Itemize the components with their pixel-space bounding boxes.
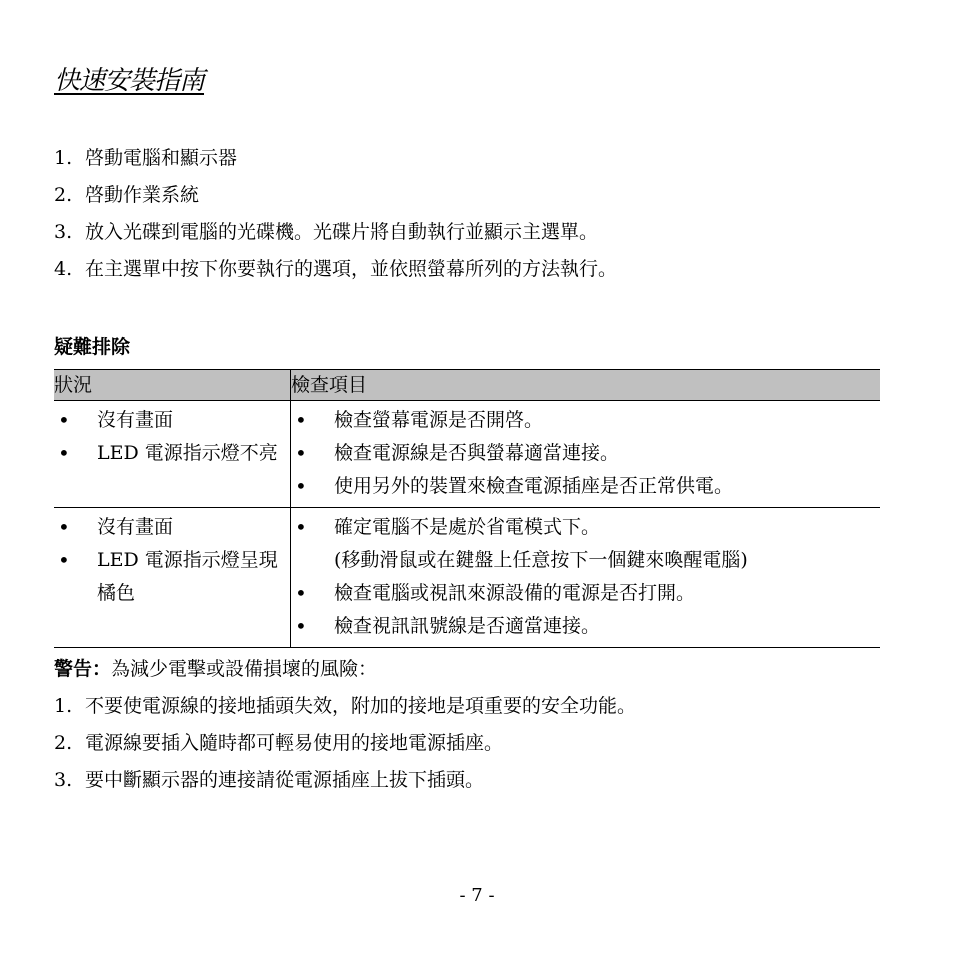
status-item: • 沒有畫面 bbox=[54, 511, 290, 544]
step-text: 啓動作業系統 bbox=[85, 184, 200, 206]
list-item bbox=[54, 217, 617, 254]
table-row bbox=[54, 401, 880, 508]
list-item bbox=[54, 728, 636, 765]
check-item: • 使用另外的裝置來檢查電源插座是否正常供電。 bbox=[291, 470, 880, 503]
status-cell bbox=[54, 401, 291, 508]
warning-number: 3. bbox=[54, 769, 73, 791]
warning-item-text: 電源線要插入隨時都可輕易使用的接地電源插座。 bbox=[85, 732, 504, 754]
warning-number: 2. bbox=[54, 732, 73, 754]
check-item: • 檢查視訊訊號線是否適當連接。 bbox=[291, 610, 880, 643]
list-item bbox=[54, 254, 617, 291]
column-header-status: 狀況 bbox=[54, 370, 291, 401]
status-item: • LED 電源指示燈不亮 bbox=[54, 437, 290, 470]
list-item bbox=[54, 765, 636, 802]
warning-item-text: 要中斷顯示器的連接請從電源插座上拔下插頭。 bbox=[85, 769, 485, 791]
install-steps-list bbox=[54, 143, 617, 291]
table-header-row bbox=[54, 370, 880, 401]
check-item: • 檢查螢幕電源是否開啓。 bbox=[291, 404, 880, 437]
step-number: 4. bbox=[54, 258, 73, 280]
status-item: • 沒有畫面 bbox=[54, 404, 290, 437]
page-number: - 7 - bbox=[459, 885, 495, 906]
status-cell bbox=[54, 508, 291, 648]
check-item: • 檢查電源線是否與螢幕適當連接。 bbox=[291, 437, 880, 470]
list-item bbox=[54, 143, 617, 180]
step-number: 2. bbox=[54, 184, 73, 206]
troubleshooting-table bbox=[54, 369, 880, 648]
check-cell bbox=[291, 401, 881, 508]
page-title: 快速安裝指南 bbox=[54, 66, 205, 96]
status-item: • LED 電源指示燈呈現橘色 bbox=[54, 544, 290, 610]
step-text: 放入光碟到電腦的光碟機。光碟片將自動執行並顯示主選單。 bbox=[85, 221, 599, 243]
list-item bbox=[54, 691, 636, 728]
warning-item-text: 不要使電源線的接地插頭失效，附加的接地是項重要的安全功能。 bbox=[85, 695, 637, 717]
column-header-check: 檢查項目 bbox=[291, 370, 881, 401]
warning-line bbox=[54, 654, 377, 681]
check-item: • 檢查電腦或視訊來源設備的電源是否打開。 bbox=[291, 577, 880, 610]
step-number: 1. bbox=[54, 147, 73, 169]
warning-list bbox=[54, 691, 636, 802]
warning-text: 為減少電擊或設備損壞的風險： bbox=[111, 658, 378, 680]
check-cell bbox=[291, 508, 881, 648]
list-item bbox=[54, 180, 617, 217]
check-note: (移動滑鼠或在鍵盤上任意按下一個鍵來喚醒電腦) bbox=[334, 549, 748, 571]
table-row bbox=[54, 508, 880, 648]
warning-number: 1. bbox=[54, 695, 73, 717]
check-item: • 確定電腦不是處於省電模式下。 bbox=[291, 511, 880, 544]
warning-label: 警告： bbox=[54, 658, 112, 680]
step-number: 3. bbox=[54, 221, 73, 243]
step-text: 啓動電腦和顯示器 bbox=[85, 147, 238, 169]
troubleshooting-heading: 疑難排除 bbox=[54, 336, 131, 358]
step-text: 在主選單中按下你要執行的選項，並依照螢幕所列的方法執行。 bbox=[85, 258, 618, 280]
